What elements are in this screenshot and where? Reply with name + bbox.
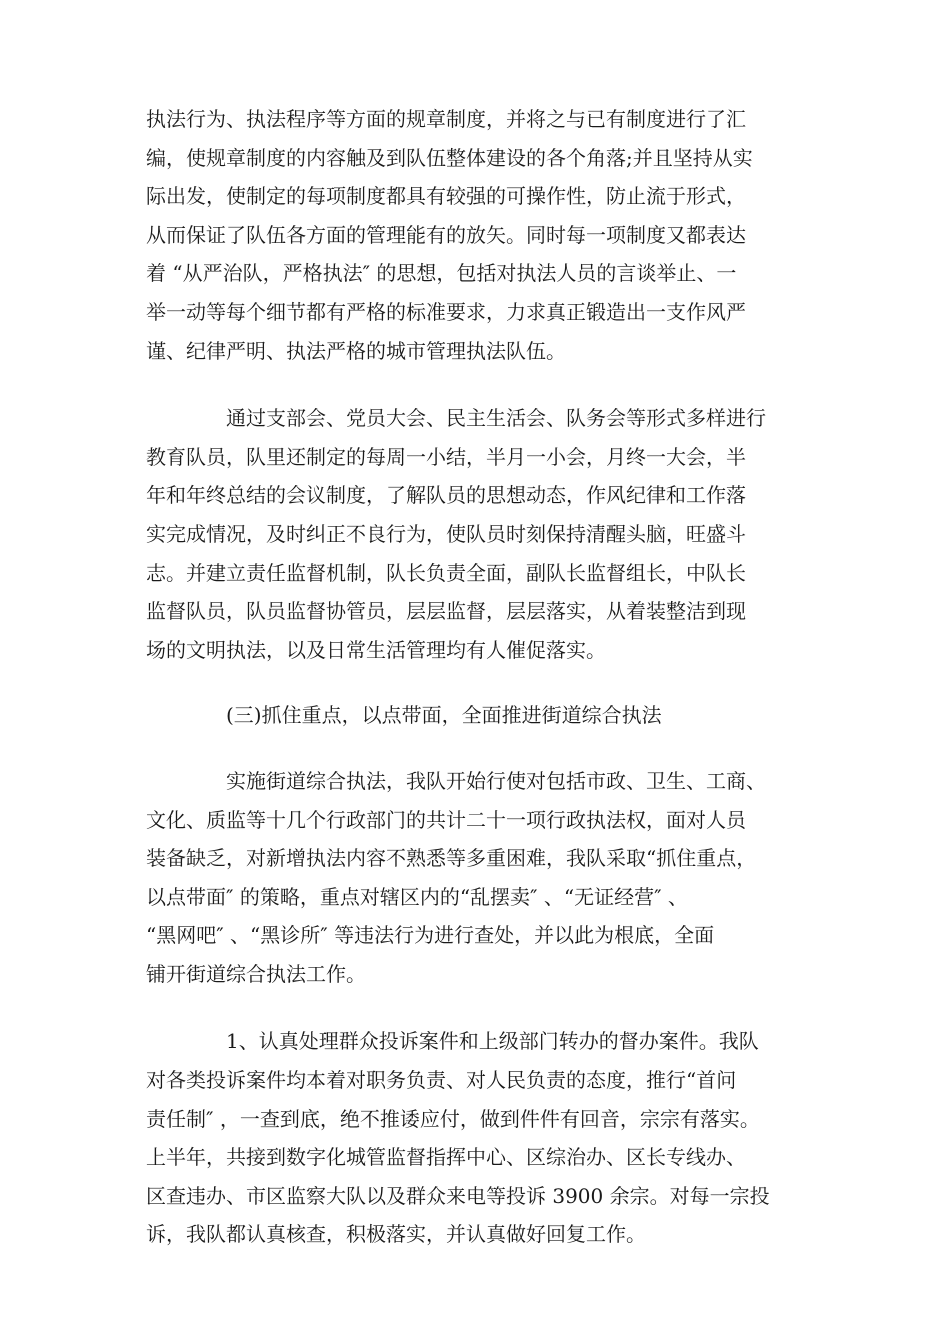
text-line: 年和年终总结的会议制度，了解队员的思想动态，作风纪律和工作落 (146, 483, 746, 508)
text-line: 场的文明执法，以及日常生活管理均有人催促落实。 (146, 637, 606, 662)
text-line: 1、认真处理群众投诉案件和上级部门转办的督办案件。我队 (226, 1029, 759, 1054)
paragraph-complaints (146, 1022, 810, 1254)
text-line: 装备缺乏，对新增执法内容不熟悉等多重困难，我队采取“抓住重点， (146, 846, 757, 871)
text-line: 编，使规章制度的内容触及到队伍整体建设的各个角落;并且坚持从实 (146, 145, 753, 170)
text-line: 上半年，共接到数字化城管监督指挥中心、区综治办、区长专线办、 (146, 1145, 746, 1170)
text-line: 区查违办、市区监察大队以及群众来电等投诉 3900 余宗。对每一宗投 (146, 1183, 770, 1208)
text-line: 实施街道综合执法，我队开始行使对包括市政、卫生、工商、 (226, 768, 766, 793)
paragraph-regulations (146, 100, 810, 370)
text-line: 执法行为、执法程序等方面的规章制度，并将之与已有制度进行了汇 (146, 107, 746, 131)
text-line: 以点带面″ 的策略，重点对辖区内的“乱摆卖″ 、“无证经营″ 、 (146, 884, 688, 909)
text-line: 通过支部会、党员大会、民主生活会、队务会等形式多样进行 (226, 406, 766, 431)
text-line: 监督队员，队员监督协管员，层层监督，层层落实，从着装整洁到现 (146, 599, 746, 624)
text-line: 谨、纪律严明、执法严格的城市管理执法队伍。 (146, 338, 566, 363)
text-line: “黑网吧″ 、“黑诊所″ 等违法行为进行查处，并以此为根底，全面 (146, 923, 715, 948)
text-line: 举一动等每个细节都有严格的标准要求，力求真正锻造出一支作风严 (146, 299, 746, 324)
document-body (146, 100, 810, 1254)
text-line: 实完成情况，及时纠正不良行为，使队员时刻保持清醒头脑，旺盛斗 (146, 521, 746, 546)
text-line: 对各类投诉案件均本着对职务负责、对人民负责的态度，推行“首问 (146, 1068, 737, 1093)
text-line: 铺开街道综合执法工作。 (146, 961, 366, 986)
text-line: 教育队员，队里还制定的每周一小结，半月一小会，月终一大会，半 (146, 444, 746, 469)
text-line: 文化、质监等十几个行政部门的共计二十一项行政执法权，面对人员 (146, 807, 746, 832)
text-line: 志。并建立责任监督机制，队长负责全面，副队长监督组长，中队长 (146, 560, 746, 585)
paragraph-education (146, 399, 810, 669)
section-heading (146, 696, 810, 735)
text-line: 诉，我队都认真核查，积极落实，并认真做好回复工作。 (146, 1222, 646, 1247)
text-line: 着 “从严治队，严格执法″ 的思想，包括对执法人员的言谈举止、一 (146, 261, 737, 286)
text-line: 际出发，使制定的每项制度都具有较强的可操作性，防止流于形式， (146, 184, 746, 209)
heading-line: (三)抓住重点，以点带面，全面推进街道综合执法 (226, 703, 662, 728)
text-line: 责任制″ ，一查到底，绝不推诿应付，做到件件有回音，宗宗有落实。 (146, 1106, 760, 1131)
paragraph-street-enforcement (146, 762, 810, 994)
text-line: 从而保证了队伍各方面的管理能有的放矢。同时每一项制度又都表达 (146, 222, 746, 247)
